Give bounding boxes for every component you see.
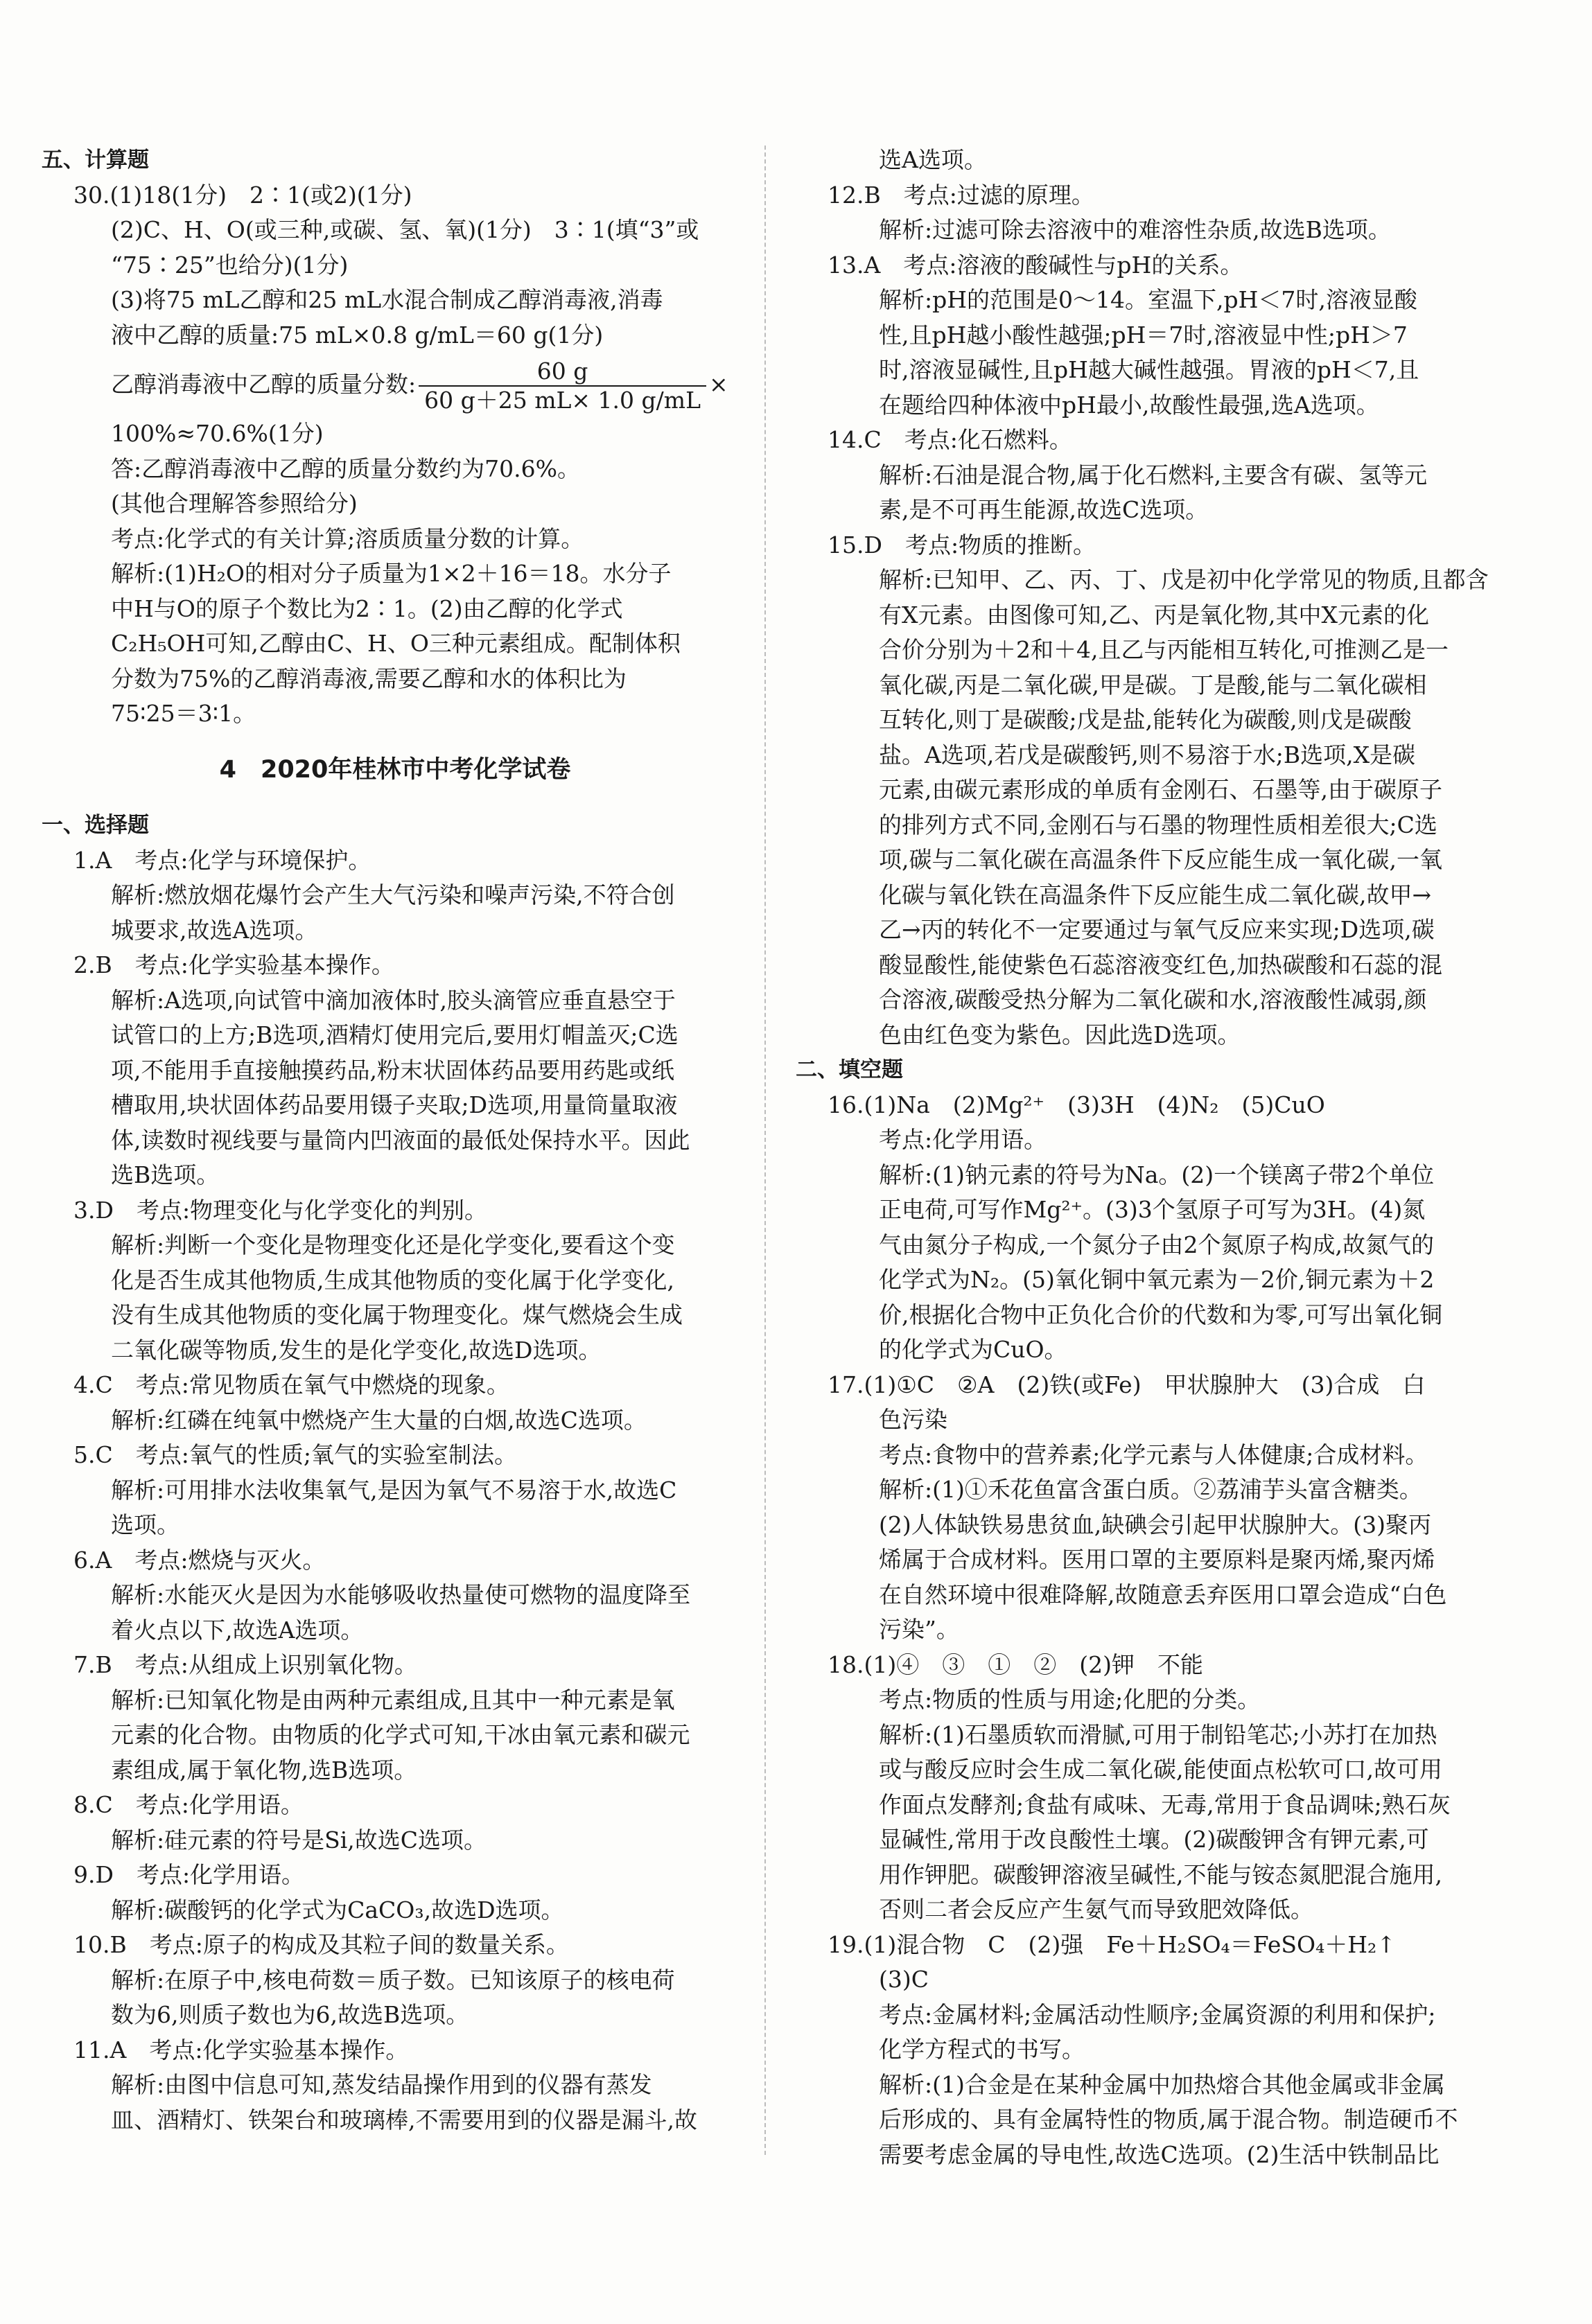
line-text: 化是否生成其他物质,生成其他物质的变化属于化学变化, [111, 1266, 674, 1294]
line-text: 解析:(1)合金是在某种金属中加热熔合其他金属或非金属 [879, 2070, 1445, 2098]
line-text: 一、选择题 [42, 813, 149, 838]
text-line [42, 1368, 749, 1403]
line-text: 考点:食物中的营养素;化学元素与人体健康;合成材料。 [879, 1441, 1428, 1468]
line-text: 合溶液,碳酸受热分解为二氧化碳和水,溶液酸性减弱,颜 [879, 986, 1427, 1013]
text-line [42, 843, 749, 879]
line-text: 着火点以下,故选A选项。 [111, 1616, 364, 1644]
text-line [42, 1228, 749, 1263]
line-text: 解析:已知氧化物是由两种元素组成,且其中一种元素是氧 [111, 1686, 675, 1714]
line-text: C₂H₅OH可知,乙醇由C、H、O三种元素组成。配制体积 [111, 630, 681, 657]
text-line [42, 1263, 749, 1299]
line-text: 元素,由碳元素形成的单质有金刚石、石墨等,由于碳原子 [879, 776, 1442, 803]
line-text: (其他合理解答参照给分) [111, 490, 358, 517]
line-text: 的排列方式不同,金刚石与石墨的物理性质相差很大;C选 [879, 811, 1437, 838]
text-line [42, 878, 749, 913]
line-text: 5.C 考点:氧气的性质;氧气的实验室制法。 [73, 1441, 517, 1468]
line-text: 时,溶液显碱性,且pH越大碱性越强。胃液的pH＜7,且 [879, 356, 1419, 383]
line-text: 价,根据化合物中正负化合价的代数和为零,可写出氧化铜 [879, 1301, 1442, 1328]
line-text: 的化学式为CuO。 [879, 1336, 1067, 1363]
line-text: 皿、酒精灯、铁架台和玻璃棒,不需要用到的仪器是漏斗,故 [111, 2106, 697, 2133]
text-line [796, 1158, 1516, 1193]
line-text: 14.C 考点:化石燃料。 [828, 426, 1072, 453]
text-line [796, 948, 1516, 983]
text-line [42, 592, 749, 627]
line-text: 解析:A选项,向试管中滴加液体时,胶头滴管应垂直悬空于 [111, 986, 676, 1014]
line-text: 选项。 [111, 1511, 180, 1538]
line-text: 考点:金属材料;金属活动性顺序;金属资源的利用和保护; [879, 2000, 1436, 2028]
text-line [796, 1228, 1516, 1263]
text-line [796, 213, 1516, 248]
text-line [42, 283, 749, 318]
line-text: 槽取用,块状固体药品要用镊子夹取;D选项,用量筒量取液 [111, 1091, 678, 1118]
line-text: 中H与O的原子个数比为2∶1。(2)由乙醇的化学式 [111, 595, 623, 622]
line-text: 解析:红磷在纯氧中燃烧产生大量的白烟,故选C选项。 [111, 1406, 647, 1434]
line-text: 项,不能用手直接触摸药品,粉末状固体药品要用药匙或纸 [111, 1056, 674, 1084]
line-text: 化碳与氧化铁在高温条件下反应能生成二氧化碳,故甲→ [879, 881, 1432, 908]
text-line [42, 913, 749, 949]
text-line [796, 353, 1516, 388]
line-text: 答:乙醇消毒液中乙醇的质量分数约为70.6%。 [111, 455, 580, 482]
line-text: 12.B 考点:过滤的原理。 [828, 181, 1094, 209]
text-line [796, 1718, 1516, 1753]
text-line [42, 1718, 749, 1753]
text-line [42, 1543, 749, 1578]
line-text: 在自然环境中很难降解,故随意丢弃医用口罩会造成“白色 [879, 1581, 1447, 1608]
line-text: 解析:(1)钠元素的符号为Na。(2)一个镁离子带2个单位 [879, 1161, 1435, 1188]
text-line [796, 1018, 1516, 1053]
text-line [42, 1298, 749, 1333]
line-text: 解析:过滤可除去溶液中的难溶性杂质,故选B选项。 [879, 216, 1391, 243]
line-text: 没有生成其他物质的变化属于物理变化。煤气燃烧会生成 [111, 1301, 683, 1328]
line-text: 性,且pH越小酸性越强;pH＝7时,溶液显中性;pH＞7 [879, 321, 1408, 349]
text-line [796, 878, 1516, 913]
line-text: 30.(1)18(1分) 2∶1(或2)(1分) [73, 181, 412, 209]
line-text: 10.B 考点:原子的构成及其粒子间的数量关系。 [73, 1931, 569, 1958]
line-text: 1.A 考点:化学与环境保护。 [73, 846, 371, 874]
line-text: 二氧化碳等物质,发生的是化学变化,故选D选项。 [111, 1336, 602, 1364]
line-text: 色污染 [879, 1406, 947, 1433]
text-line [796, 1262, 1516, 1298]
text-line [42, 948, 749, 983]
line-text: 需要考虑金属的导电性,故选C选项。(2)生活中铁制品比 [879, 2140, 1440, 2168]
text-line [796, 598, 1516, 633]
text-line [42, 1403, 749, 1438]
line-text: 考点:化学用语。 [879, 1126, 1047, 1153]
line-text: 11.A 考点:化学实验基本操作。 [73, 2036, 409, 2063]
fraction-numerator: 60 g [419, 358, 706, 387]
section-title [42, 752, 749, 788]
line-text: 解析:(1)H₂O的相对分子质量为1×2＋16＝18。水分子 [111, 560, 672, 587]
text-line [42, 2033, 749, 2068]
text-line [42, 1578, 749, 1613]
line-text: 解析:水能灭火是因为水能够吸收热量使可燃物的温度降至 [111, 1581, 691, 1608]
text-line [796, 1123, 1516, 1158]
line-text: 4 2020年桂林市中考化学试卷 [219, 755, 571, 784]
text-line [796, 458, 1516, 493]
text-line [42, 318, 749, 353]
text-line [42, 556, 749, 592]
line-text: 解析:pH的范围是0～14。室温下,pH＜7时,溶液显酸 [879, 286, 1417, 313]
text-line [42, 522, 749, 557]
line-text: 项,碳与二氧化碳在高温条件下反应能生成一氧化碳,一氧 [879, 846, 1442, 873]
text-line [796, 423, 1516, 458]
text-line [796, 493, 1516, 528]
text-line [796, 1438, 1516, 1473]
line-text: 17.(1)①C ②A (2)铁(或Fe) 甲状腺肿大 (3)合成 白 [828, 1371, 1426, 1398]
line-text: 6.A 考点:燃烧与灭火。 [73, 1546, 326, 1574]
line-text: 考点:化学式的有关计算;溶质质量分数的计算。 [111, 525, 584, 552]
line-text: 素组成,属于氧化物,选B选项。 [111, 1756, 417, 1784]
text-line [796, 1788, 1516, 1823]
text-line [42, 662, 749, 697]
line-text: 16.(1)Na (2)Mg²⁺ (3)3H (4)N₂ (5)CuO [828, 1091, 1325, 1118]
text-line [42, 1088, 749, 1123]
line-text: 有X元素。由图像可知,乙、丙是氧化物,其中X元素的化 [879, 601, 1429, 628]
text-line [796, 913, 1516, 948]
left-column [42, 143, 749, 2138]
text-line [42, 1333, 749, 1368]
text-line [796, 1998, 1516, 2033]
line-text: 用作钾肥。碳酸钾溶液呈碱性,不能与铵态氮肥混合施用, [879, 1860, 1442, 1888]
text-line [796, 2138, 1516, 2173]
line-text: 正电荷,可写作Mg²⁺。(3)3个氢原子可写为3H。(4)氮 [879, 1196, 1426, 1223]
line-text: 75∶25＝3∶1。 [111, 700, 256, 727]
text-line [796, 143, 1516, 178]
fraction [419, 358, 706, 414]
text-line [42, 1193, 749, 1229]
text-line [42, 626, 749, 662]
text-line [796, 843, 1516, 878]
line-text: 2.B 考点:化学实验基本操作。 [73, 951, 394, 978]
line-text: 素,是不可再生能源,故选C选项。 [879, 496, 1209, 523]
line-text: 合价分别为＋2和＋4,且乙与丙能相互转化,可推测乙是一 [879, 636, 1449, 663]
text-line [796, 633, 1516, 668]
line-text: 元素的化合物。由物质的化学式可知,干冰由氧元素和碳元 [111, 1721, 690, 1748]
line-text: 后形成的、具有金属特性的物质,属于混合物。制造硬币不 [879, 2106, 1458, 2133]
line-text: 解析:判断一个变化是物理变化还是化学变化,要看这个变 [111, 1231, 675, 1258]
fraction-denominator: 60 g＋25 mL× 1.0 g/mL [424, 387, 701, 414]
text-line [796, 1472, 1516, 1508]
line-text: 解析:可用排水法收集氧气,是因为氧气不易溶于水,故选C [111, 1476, 677, 1504]
text-line [796, 1088, 1516, 1123]
text-line [796, 1928, 1516, 1963]
line-text: 二、填空题 [796, 1057, 903, 1082]
text-line [796, 1648, 1516, 1683]
text-line [796, 563, 1516, 598]
line-text: 城要求,故选A选项。 [111, 916, 318, 944]
line-text: 显碱性,常用于改良酸性土壤。(2)碳酸钾含有钾元素,可 [879, 1826, 1429, 1853]
text-line [42, 696, 749, 732]
text-line [42, 1963, 749, 1998]
text-line [796, 703, 1516, 738]
line-text: 解析:硅元素的符号是Si,故选C选项。 [111, 1826, 487, 1854]
text-line [796, 1402, 1516, 1438]
section-heading [796, 1053, 1516, 1088]
text-line [42, 353, 749, 416]
text-line [42, 1823, 749, 1858]
text-line [42, 486, 749, 522]
line-text: 五、计算题 [42, 148, 149, 173]
line-text: (2)人体缺铁易患贫血,缺碘会引起甲状腺肿大。(3)聚丙 [879, 1511, 1431, 1538]
line-text: 分数为75%的乙醇消毒液,需要乙醇和水的体积比为 [111, 664, 627, 692]
line-text: (3)C [879, 1966, 929, 1993]
line-text: 解析:燃放烟花爆竹会产生大气污染和噪声污染,不符合创 [111, 881, 675, 908]
text-line [42, 1683, 749, 1718]
line-text: 液中乙醇的质量:75 mL×0.8 g/mL＝60 g(1分) [111, 321, 604, 349]
text-line [42, 1438, 749, 1473]
line-text: 互转化,则丁是碳酸;戊是盐,能转化为碳酸,则戊是碳酸 [879, 706, 1412, 733]
line-text: 解析:(1)①禾花鱼富含蛋白质。②荔浦芋头富含糖类。 [879, 1476, 1422, 1503]
text-line [42, 2103, 749, 2138]
line-text: 考点:物质的性质与用途;化肥的分类。 [879, 1686, 1261, 1713]
line-text: 15.D 考点:物质的推断。 [828, 531, 1096, 558]
text-line [42, 1753, 749, 1788]
text-line [796, 248, 1516, 283]
text-line [42, 1508, 749, 1543]
text-line [796, 2032, 1516, 2068]
text-line [42, 1158, 749, 1193]
text-line [796, 2068, 1516, 2103]
text-line [796, 528, 1516, 563]
text-line [42, 1123, 749, 1159]
line-text: 否则二者会反应产生氨气而导致肥效降低。 [879, 1896, 1313, 1923]
text-line [796, 668, 1516, 703]
text-line [796, 1752, 1516, 1788]
text-line [796, 1822, 1516, 1858]
right-column [796, 143, 1516, 2172]
line-text: 乙醇消毒液中乙醇的质量分数: [111, 371, 417, 398]
line-text: (3)将75 mL乙醇和25 mL水混合制成乙醇消毒液,消毒 [111, 286, 663, 313]
text-line [796, 1298, 1516, 1333]
text-line [42, 1648, 749, 1683]
text-line [796, 1892, 1516, 1928]
line-text: 解析:已知甲、乙、丙、丁、戊是初中化学常见的物质,且都含 [879, 566, 1489, 593]
text-line [42, 248, 749, 283]
text-line [42, 1018, 749, 1053]
line-text: 数为6,则质子数也为6,故选B选项。 [111, 2001, 469, 2028]
line-text: 乙→丙的转化不一定要通过与氧气反应来实现;D选项,碳 [879, 916, 1435, 943]
line-text: 解析:由图中信息可知,蒸发结晶操作用到的仪器有蒸发 [111, 2071, 652, 2098]
text-line [42, 1928, 749, 1963]
line-text: 7.B 考点:从组成上识别氧化物。 [73, 1651, 417, 1678]
text-line [796, 1962, 1516, 1998]
text-line [796, 738, 1516, 773]
text-line [796, 283, 1516, 318]
text-line [42, 1788, 749, 1823]
text-line [796, 388, 1516, 423]
line-text: 3.D 考点:物理变化与化学变化的判别。 [73, 1196, 488, 1224]
text-line [42, 2068, 749, 2103]
text-line [796, 983, 1516, 1018]
line-text: 试管口的上方;B选项,酒精灯使用完后,要用灯帽盖灭;C选 [111, 1021, 679, 1048]
line-text: 氧化碳,丙是二氧化碳,甲是碳。丁是酸,能与二氧化碳相 [879, 671, 1427, 698]
text-line [796, 1332, 1516, 1368]
text-line [796, 1612, 1516, 1648]
text-line [42, 1998, 749, 2033]
text-line [796, 773, 1516, 808]
line-text: 解析:石油是混合物,属于化石燃料,主要含有碳、氢等元 [879, 461, 1428, 488]
text-line [796, 318, 1516, 353]
line-text: 选A选项。 [879, 146, 987, 173]
text-line [42, 213, 749, 248]
line-text: 解析:碳酸钙的化学式为CaCO₃,故选D选项。 [111, 1896, 564, 1924]
text-line [796, 178, 1516, 213]
line-text: 9.D 考点:化学用语。 [73, 1861, 305, 1888]
line-text: 体,读数时视线要与量筒内凹液面的最低处保持水平。因此 [111, 1126, 690, 1154]
line-text: 解析:(1)石墨质软而滑腻,可用于制铅笔芯;小苏打在加热 [879, 1720, 1437, 1748]
line-text: 化学式为N₂。(5)氧化铜中氧元素为－2价,铜元素为＋2 [879, 1266, 1435, 1293]
line-text: 化学方程式的书写。 [879, 2036, 1085, 2063]
line-text: 在题给四种体液中pH最小,故酸性最强,选A选项。 [879, 391, 1379, 419]
line-text: 烯属于合成材料。医用口罩的主要原料是聚丙烯,聚丙烯 [879, 1546, 1435, 1573]
line-text: 18.(1)④ ③ ① ② (2)钾 不能 [828, 1650, 1203, 1678]
section-heading [42, 143, 749, 178]
line-text: 100%≈70.6%(1分) [111, 420, 324, 447]
fraction-suffix: × [708, 371, 728, 398]
column-divider [764, 146, 766, 2155]
text-line [42, 1613, 749, 1648]
text-line [42, 1473, 749, 1508]
line-text: 解析:在原子中,核电荷数＝质子数。已知该原子的核电荷 [111, 1966, 675, 1993]
text-line [42, 1053, 749, 1089]
line-text: 酸显酸性,能使紫色石蕊溶液变红色,加热碳酸和石蕊的混 [879, 951, 1442, 978]
text-line [796, 1682, 1516, 1718]
line-text: 气由氮分子构成,一个氮分子由2个氮原子构成,故氮气的 [879, 1231, 1434, 1258]
text-line [796, 1192, 1516, 1228]
text-line [796, 1578, 1516, 1613]
text-line [42, 1893, 749, 1928]
section-heading [42, 808, 749, 843]
line-text: “75∶25”也给分)(1分) [111, 251, 349, 279]
text-line [42, 983, 749, 1019]
line-text: 19.(1)混合物 C (2)强 Fe＋H₂SO₄＝FeSO₄＋H₂↑ [828, 1930, 1396, 1958]
text-line [796, 1542, 1516, 1578]
line-text: 盐。A选项,若戊是碳酸钙,则不易溶于水;B选项,X是碳 [879, 741, 1416, 768]
line-text: 8.C 考点:化学用语。 [73, 1791, 304, 1818]
text-line [796, 2102, 1516, 2138]
text-line [796, 1508, 1516, 1543]
line-text: (2)C、H、O(或三种,或碳、氢、氧)(1分) 3∶1(填“3”或 [111, 216, 699, 243]
line-text: 色由红色变为紫色。因此选D选项。 [879, 1021, 1241, 1048]
text-line [796, 1368, 1516, 1403]
line-text: 选B选项。 [111, 1161, 220, 1188]
line-text: 13.A 考点:溶液的酸碱性与pH的关系。 [828, 251, 1243, 279]
line-text: 作面点发酵剂;食盐有咸味、无毒,常用于食品调味;熟石灰 [879, 1790, 1451, 1818]
text-line [42, 416, 749, 452]
text-line [796, 808, 1516, 843]
text-line [796, 1858, 1516, 1893]
line-text: 污染”。 [879, 1616, 959, 1643]
text-line [42, 452, 749, 487]
line-text: 或与酸反应时会生成二氧化碳,能使面点松软可口,故可用 [879, 1756, 1442, 1783]
line-text: 4.C 考点:常见物质在氧气中燃烧的现象。 [73, 1371, 509, 1398]
text-line [42, 1858, 749, 1893]
text-line [42, 178, 749, 213]
